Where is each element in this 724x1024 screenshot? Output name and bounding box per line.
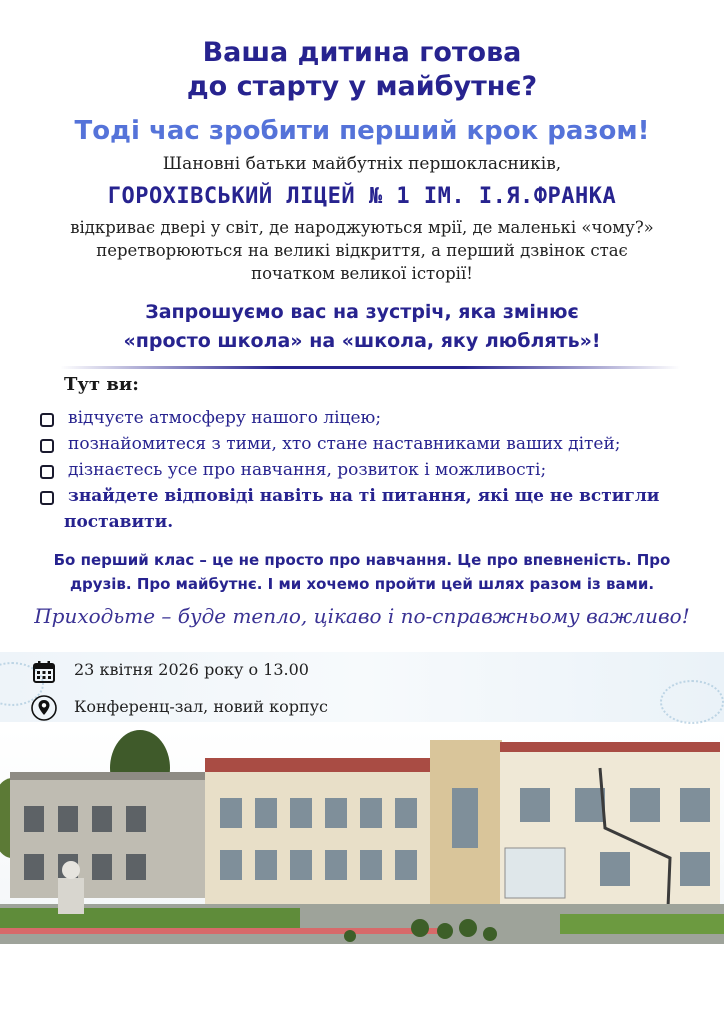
- list-item: [40, 405, 700, 431]
- intro-paragraph: [0, 216, 724, 285]
- subheadline: Тоді час зробити перший крок разом!: [74, 116, 650, 146]
- headline-line-2: до старту у майбутнє?: [186, 71, 538, 102]
- checkbox-icon: [40, 491, 54, 505]
- event-place: Конференц-зал, новий корпус: [74, 697, 328, 716]
- list-item: [40, 483, 700, 535]
- calendar-icon: [32, 660, 56, 684]
- invitation-line-1: Запрошуємо вас на зустріч, яка змінює: [145, 301, 579, 323]
- lyceum-name: ГОРОХІВСЬКИЙ ЛІЦЕЙ № 1 ІМ. І.Я.ФРАНКА: [107, 184, 617, 209]
- quote: [0, 548, 724, 596]
- list-item-text-continued: поставити.: [64, 512, 174, 532]
- intro-line-1: відкриває двері у світ, де народжуються мрії, де маленькі «чому?»: [70, 218, 654, 237]
- list-item-text: відчуєте атмосферу нашого ліцею;: [68, 408, 382, 428]
- list-item-text: познайомитеся з тими, хто стане наставниками ваших дітей;: [68, 434, 621, 454]
- intro-line-2: перетворюються на великі відкриття, а перший дзвінок стає: [96, 241, 628, 260]
- list-item-text: знайдете відповіді навіть на ті питання, які ще не встигли: [68, 486, 660, 506]
- decor-dots: [660, 680, 724, 724]
- headline-line-1: Ваша дитина готова: [202, 37, 522, 68]
- list-item: [40, 431, 700, 457]
- school-building-photo: [0, 728, 724, 944]
- call-to-action: Приходьте – буде тепло, цікаво і по-справжньому важливо!: [34, 604, 690, 628]
- location-pin-icon: [30, 695, 58, 721]
- headline: [0, 36, 724, 104]
- checkbox-icon: [40, 413, 54, 427]
- greeting: Шановні батьки майбутніх першокласників,: [162, 154, 562, 174]
- quote-line-1: Бо перший клас – це не просто про навчання. Це про впевненість. Про: [53, 551, 671, 569]
- intro-line-3: початком великої історії!: [251, 264, 473, 283]
- divider: [60, 366, 680, 369]
- list-item: [40, 457, 700, 483]
- invitation-line-2: «просто школа» на «школа, яку люблять»!: [123, 330, 601, 352]
- here-label: Тут ви:: [64, 374, 139, 395]
- quote-line-2: друзів. Про майбутнє. І ми хочемо пройти цей шлях разом із вами.: [69, 575, 655, 593]
- invitation: [0, 298, 724, 356]
- event-date-time: 23 квітня 2026 року о 13.00: [74, 660, 309, 679]
- list-item-text: дізнаєтесь усе про навчання, розвиток і можливості;: [68, 460, 547, 480]
- checkbox-icon: [40, 465, 54, 479]
- checkbox-icon: [40, 439, 54, 453]
